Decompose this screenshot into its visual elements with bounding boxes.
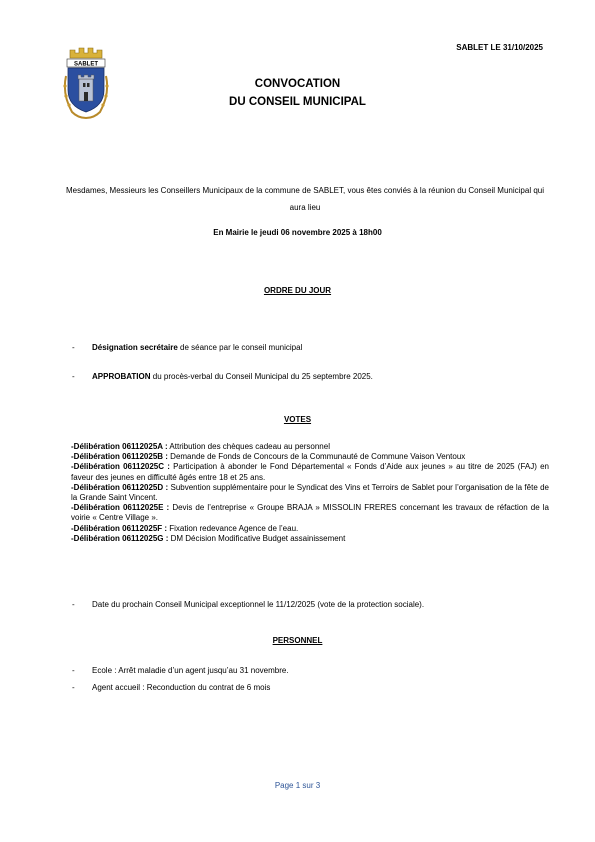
heading-personnel: PERSONNEL — [272, 636, 323, 645]
vote-ref: -Délibération 06112025G : — [71, 533, 169, 543]
vote-item — [71, 483, 549, 503]
crest-banner-text: SABLET — [74, 61, 98, 68]
vote-item — [71, 452, 549, 462]
bullet-dash: - — [72, 683, 75, 692]
agenda-item-text: de séance par le conseil municipal — [177, 343, 303, 352]
title-conseil-municipal: DU CONSEIL MUNICIPAL — [229, 96, 366, 108]
agenda-item-bold: Désignation secrétaire — [92, 343, 178, 352]
title-convocation: CONVOCATION — [254, 78, 341, 90]
vote-ref: -Délibération 06112025D : — [71, 482, 169, 492]
agenda-item-text: du procès-verbal du Conseil Municipal du 25 septembre 2025. — [150, 372, 373, 381]
vote-item — [71, 503, 549, 523]
vote-text: DM Décision Modificative Budget assainissement — [168, 533, 346, 543]
meeting-date: En Mairie le jeudi 06 novembre 2025 à 18h00 — [213, 228, 382, 237]
vote-item — [71, 534, 549, 544]
agenda-item-bold: APPROBATION — [92, 372, 151, 381]
vote-text: Fixation redevance Agence de l’eau. — [167, 523, 299, 533]
vote-ref: -Délibération 06112025C : — [71, 462, 170, 472]
vote-text: Demande de Fonds de Concours de la Communauté de Commune Vaison Ventoux — [167, 452, 466, 462]
page-number: Page 1 sur 3 — [274, 781, 321, 790]
vote-ref: -Délibération 06112025A : — [71, 442, 168, 451]
vote-text: Devis de l’entreprise « Groupe BRAJA » MISSOLIN FRERES concernant les travaux de réfaction de la voirie « Centre Village ». — [71, 503, 550, 523]
vote-item — [71, 462, 549, 482]
vote-text: Participation à abonder le Fond Départemental « Fonds d’Aide aux jeunes » au titre de 2025 (FAJ) en faveur des jeunes en difficulté âgés entre 18 et 25 ans. — [71, 462, 549, 482]
vote-ref: -Délibération 06112025B : — [71, 452, 168, 462]
vote-text: Subvention supplémentaire pour le Syndicat des Vins et Terroirs de Sablet pour l’organisation de la fête de la Grande Saint Vincent. — [71, 482, 549, 503]
intro-paragraph: Mesdames, Messieurs les Conseillers Municipaux de la commune de SABLET, vous êtes conviés à la réunion du Conseil Municipal qui aura lieu — [65, 186, 544, 212]
bullet-dash: - — [72, 372, 75, 381]
vote-item — [71, 524, 549, 534]
heading-votes: VOTES — [283, 415, 312, 424]
next-meeting-text: Date du prochain Conseil Municipal exceptionnel le 11/12/2025 (vote de la protection sociale). — [92, 600, 425, 609]
bullet-dash: - — [72, 600, 75, 609]
date-line: SABLET LE 31/10/2025 — [456, 43, 543, 52]
personnel-item-text: Agent accueil : Reconduction du contrat de 6 mois — [92, 683, 271, 692]
vote-ref: -Délibération 06112025F : — [71, 523, 168, 533]
personnel-item-text: Ecole : Arrêt maladie d’un agent jusqu’au 31 novembre. — [92, 666, 289, 675]
vote-item — [71, 442, 549, 452]
bullet-dash: - — [72, 343, 75, 352]
vote-text: Attribution des chèques cadeau au personnel — [167, 442, 330, 451]
bullet-dash: - — [72, 666, 75, 675]
vote-ref: -Délibération 06112025E : — [71, 503, 170, 513]
heading-ordre-du-jour: ORDRE DU JOUR — [263, 286, 332, 295]
votes-list — [71, 442, 549, 544]
